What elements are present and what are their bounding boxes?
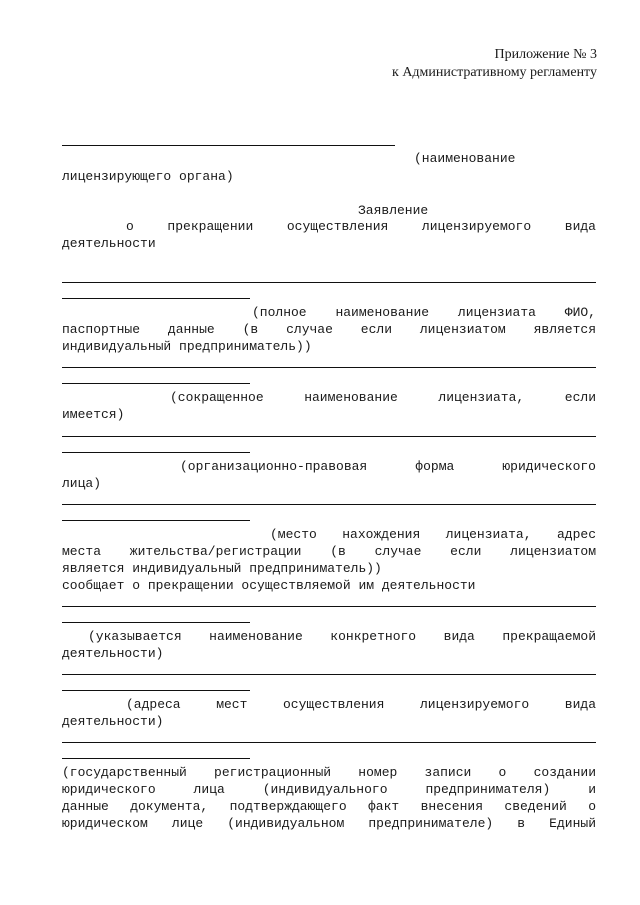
short-name-caption-2: имеется) [62, 407, 125, 422]
authority-caption-1: (наименование [414, 151, 516, 166]
short-name-field-line[interactable] [62, 367, 596, 368]
activity-caption-2: деятельности) [62, 646, 164, 661]
legal-form-short-line [62, 452, 250, 453]
full-name-caption-1: (полное наименование лицензиата ФИО, [252, 305, 596, 320]
title-line-1: о прекращении осуществления лицензируемого вида [126, 219, 596, 234]
authority-field-line[interactable] [62, 145, 395, 146]
authority-caption-2: лицензирующего органа) [62, 169, 234, 184]
location-field-line[interactable] [62, 504, 596, 505]
appendix-label: Приложение № 3 [494, 47, 597, 62]
activity-short-line [62, 622, 250, 623]
registration-caption-3: данные документа, подтверждающего факт внесения сведений о [62, 799, 596, 814]
addresses-field-line[interactable] [62, 674, 596, 675]
location-caption-3: является индивидуальный предприниматель)) [62, 561, 382, 576]
registration-field-line[interactable] [62, 742, 596, 743]
activity-field-line[interactable] [62, 606, 596, 607]
location-short-line [62, 520, 250, 521]
registration-caption-2: юридического лица (индивидуального предпринимателя) и [62, 782, 596, 797]
full-name-caption-2: паспортные данные (в случае если лицензиатом является [62, 322, 596, 337]
document-title: Заявление [358, 203, 429, 218]
regulation-label: к Административному регламенту [392, 65, 597, 80]
location-caption-1: (место нахождения лицензиата, адрес [270, 527, 596, 542]
addresses-caption-1: (адреса мест осуществления лицензируемого вида [126, 697, 596, 712]
registration-caption-4: юридическом лице (индивидуальном предпринимателе) в Единый [62, 816, 596, 831]
registration-short-line [62, 758, 250, 759]
addresses-short-line [62, 690, 250, 691]
full-name-caption-3: индивидуальный предприниматель)) [62, 339, 312, 354]
location-statement: сообщает о прекращении осуществляемой им деятельности [62, 578, 476, 593]
location-caption-2: места жительства/регистрации (в случае если лицензиатом [62, 544, 596, 559]
legal-form-caption-2: лица) [62, 476, 102, 491]
legal-form-caption-1: (организационно-правовая форма юридического [180, 459, 596, 474]
title-line-2: деятельности [62, 236, 156, 251]
registration-caption-1: (государственный регистрационный номер записи о создании [62, 765, 596, 780]
activity-caption-1: (указывается наименование конкретного вида прекращаемой [88, 629, 596, 644]
short-name-caption-1: (сокращенное наименование лицензиата, если [170, 390, 596, 405]
legal-form-field-line[interactable] [62, 436, 596, 437]
full-name-short-line [62, 298, 250, 299]
addresses-caption-2: деятельности) [62, 714, 164, 729]
full-name-field-line[interactable] [62, 282, 596, 283]
short-name-short-line [62, 383, 250, 384]
